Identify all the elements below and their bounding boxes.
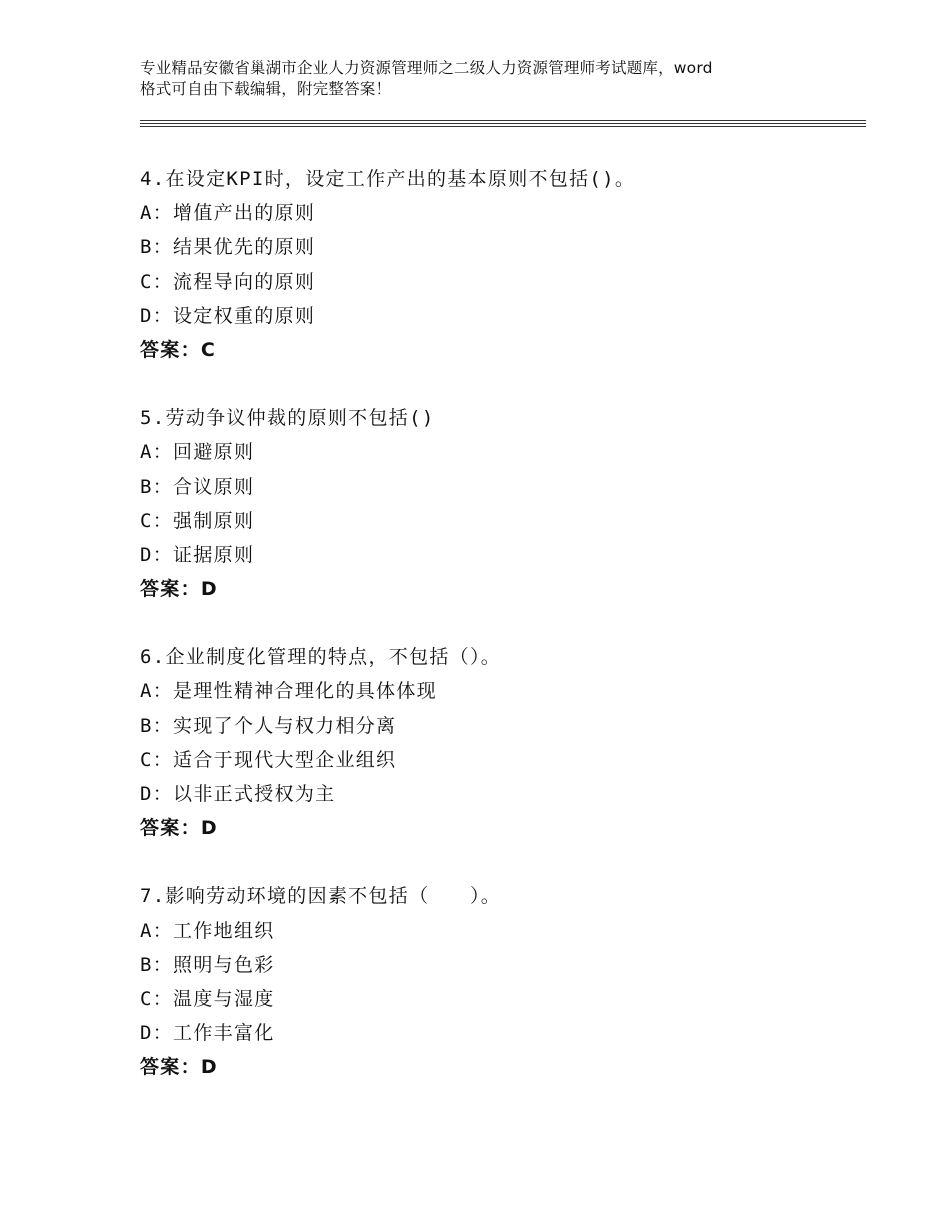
option-d: D：以非正式授权为主 (140, 783, 336, 805)
option-a: A：回避原则 (140, 441, 255, 464)
option-a: A：增值产出的原则 (140, 202, 316, 225)
option-d: D：工作丰富化 (140, 1022, 275, 1045)
answer-line: 答案：C (140, 338, 217, 361)
answer-line: 答案：D (140, 817, 218, 840)
question-list (140, 162, 860, 1119)
question-5 (140, 401, 860, 606)
question-6 (140, 640, 860, 845)
option-d: D：证据原则 (140, 543, 255, 566)
option-b: B：结果优先的原则 (140, 236, 316, 259)
document-header (140, 58, 840, 100)
option-c: C：适合于现代大型企业组织 (140, 748, 397, 771)
header-divider-top (140, 120, 866, 121)
answer-line: 答案：D (140, 1056, 218, 1079)
question-stem: 5.劳动争议仲裁的原则不包括() (140, 407, 435, 430)
question-stem: 4.在设定KPI时，设定工作产出的基本原则不包括()。 (140, 168, 636, 190)
option-d: D：设定权重的原则 (140, 304, 316, 327)
option-b: B：照明与色彩 (140, 953, 275, 976)
option-b: B：实现了个人与权力相分离 (140, 714, 397, 737)
header-divider-middle (140, 123, 866, 124)
question-4 (140, 162, 860, 367)
option-b: B：合议原则 (140, 475, 255, 498)
question-7 (140, 879, 860, 1084)
header-title-line-1: 专业精品安徽省巢湖市企业人力资源管理师之二级人力资源管理师考试题库，word (140, 59, 713, 77)
question-stem: 6.企业制度化管理的特点，不包括（）。 (140, 646, 502, 669)
option-c: C：流程导向的原则 (140, 270, 316, 293)
option-c: C：温度与湿度 (140, 987, 275, 1010)
answer-line: 答案：D (140, 578, 218, 601)
option-c: C：强制原则 (140, 509, 255, 532)
option-a: A：工作地组织 (140, 919, 275, 942)
option-a: A：是理性精神合理化的具体体现 (140, 680, 437, 703)
header-divider-bottom (140, 126, 866, 127)
question-stem: 7.影响劳动环境的因素不包括（ ）。 (140, 885, 502, 908)
header-title-line-2: 格式可自由下载编辑，附完整答案！ (140, 80, 392, 98)
